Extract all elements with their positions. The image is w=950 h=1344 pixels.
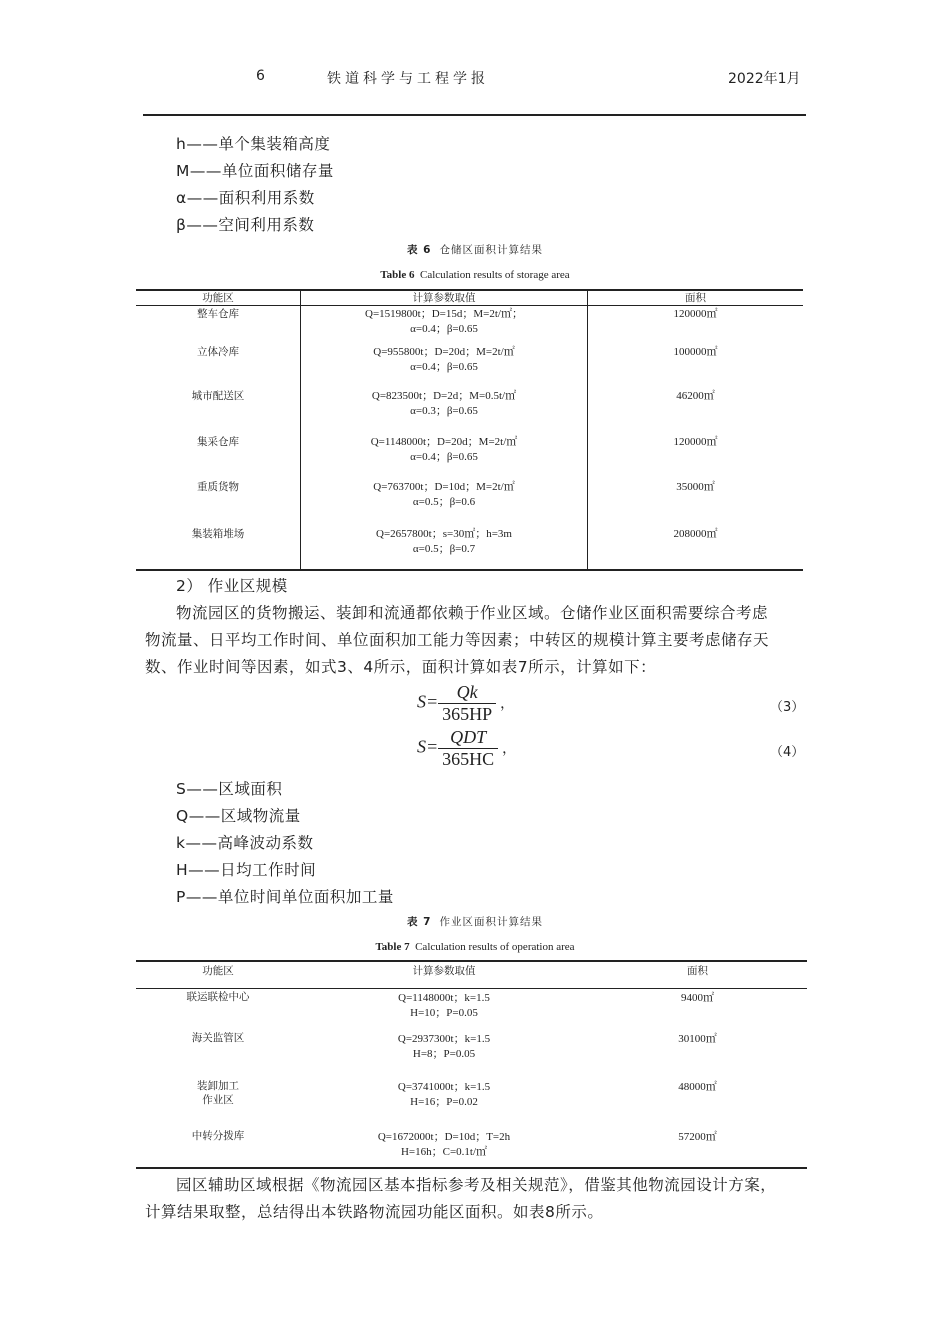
table6-label-cn: 表 6 [407, 244, 432, 256]
table-row: 城市配送区 [191, 390, 245, 402]
issue-date: 2022年1月 [728, 71, 801, 87]
table7-label-cn: 表 7 [407, 916, 432, 928]
formula4-numerator: QDT [438, 727, 498, 749]
table7-params-line1: Q=2937300t；k=1.5 [397, 1033, 491, 1045]
table7-caption-en [0, 941, 950, 953]
table7-title-en: Calculation results of operation area [415, 941, 575, 953]
formula3-numerator: Qk [438, 682, 496, 704]
paragraph-line: 物流园区的货物搬运、装卸和流通都依赖于作业区域。仓储作业区面积需要综合考虑 [176, 604, 769, 622]
definition-p: P——单位时间单位面积加工量 [176, 888, 394, 906]
table7-area-value: 30100㎡ [678, 1033, 717, 1045]
paragraph-line: 数、作业时间等因素，如式3、4所示，面积计算如表7所示，计算如下： [145, 658, 657, 676]
table6-area-value: 120000㎡ [673, 436, 718, 448]
table6-caption-cn [0, 242, 950, 257]
equation-number-3: （3） [770, 700, 805, 715]
table6-params-line2: α=0.4；β=0.65 [410, 361, 478, 373]
formula4-lhs: S= [417, 736, 439, 757]
table6-caption-en [0, 269, 950, 281]
paragraph-line: 园区辅助区域根据《物流园区基本指标参考及相关规范》，借鉴其他物流园设计方案， [176, 1176, 777, 1194]
table7-params-line2: H=16h；C=0.1t/㎡ [400, 1146, 488, 1158]
table6-area-value: 35000㎡ [676, 481, 715, 493]
table7-header-area: 功能区 [202, 965, 234, 977]
table7-header-value: 面积 [687, 965, 708, 977]
table6-label-en: Table 6 [380, 269, 415, 281]
formula-3 [417, 682, 514, 725]
section-heading: 2） 作业区规模 [176, 577, 288, 595]
page-number: 6 [256, 68, 269, 84]
table6-area-value: 100000㎡ [673, 346, 718, 358]
table-row: 整车仓库 [197, 308, 239, 320]
table-row: 海关监管区 [191, 1032, 245, 1044]
formula4-denominator: 365HC [442, 749, 495, 769]
definition-alpha: α——面积利用系数 [176, 189, 315, 207]
formula4-fraction [438, 727, 498, 770]
formula4-tail: ， [502, 741, 517, 757]
definition-h-hours: H——日均工作时间 [176, 861, 317, 879]
equation-number-4: （4） [770, 745, 805, 760]
table-row: 重质货物 [197, 481, 239, 493]
formula-4 [417, 727, 516, 770]
table7-params-line1: Q=3741000t；k=1.5 [397, 1081, 491, 1093]
formula3-tail: ， [500, 696, 515, 712]
journal-name: 铁道科学与工程学报 [327, 71, 489, 87]
table6-params-line1: Q=955800t；D=20d；M=2t/㎡ [373, 346, 515, 358]
table6-params-line1: Q=823500t；D=2d；M=0.5t/㎡ [371, 390, 517, 402]
definition-k: k——高峰波动系数 [176, 834, 314, 852]
table6-params-line2: α=0.4；β=0.65 [410, 451, 478, 463]
header-rule [143, 114, 806, 116]
table7-header-params: 计算参数取值 [412, 965, 476, 977]
table7-bottom-rule [136, 1167, 807, 1169]
table7-title-cn: 作业区面积计算结果 [439, 916, 543, 928]
table7-area-line2: 作业区 [202, 1094, 234, 1106]
table6-header-value: 面积 [685, 292, 706, 304]
definition-h: h——单个集装箱高度 [176, 135, 331, 153]
table7-params-line1: Q=1672000t；D=10d；T=2h [377, 1131, 511, 1143]
table6-area-value: 120000㎡ [673, 308, 718, 320]
table7-params-line2: H=16；P=0.02 [410, 1096, 478, 1108]
table7-area-value: 9400㎡ [681, 992, 714, 1004]
definition-m: M——单位面积储存量 [176, 162, 334, 180]
table6-area-value: 208000㎡ [673, 528, 718, 540]
table7 [136, 960, 807, 1170]
table6-params-line1: Q=763700t；D=10d；M=2t/㎡ [373, 481, 515, 493]
table-row: 立体冷库 [197, 346, 239, 358]
table6-params-line2: α=0.5；β=0.6 [412, 496, 476, 508]
table6-params-line1: Q=2657800t；s=30㎡；h=3m [376, 528, 512, 540]
table6-title-en: Calculation results of storage area [419, 269, 570, 281]
table-row: 联运联检中心 [186, 991, 250, 1003]
table6-params-line2: α=0.3；β=0.65 [410, 405, 478, 417]
table6 [136, 289, 803, 571]
table-row: 中转分拨库 [191, 1130, 245, 1142]
table6-area-value: 46200㎡ [676, 390, 715, 402]
table7-area-value: 57200㎡ [678, 1131, 717, 1143]
paragraph-line: 物流量、日平均工作时间、单位面积加工能力等因素；中转区的规模计算主要考虑储存天 [145, 631, 770, 649]
definition-q: Q——区域物流量 [176, 807, 301, 825]
paragraph-line: 计算结果取整，总结得出本铁路物流园功能区面积。如表8所示。 [145, 1203, 604, 1221]
table6-header-params: 计算参数取值 [412, 292, 476, 304]
table6-params-line2: α=0.5；β=0.7 [412, 543, 476, 555]
formula3-fraction [438, 682, 496, 725]
table-row: 集装箱堆场 [191, 528, 245, 540]
table7-header-rule [136, 988, 807, 989]
definition-beta: β——空间利用系数 [176, 216, 315, 234]
table6-header-area: 功能区 [202, 292, 234, 304]
table7-top-rule [136, 960, 807, 962]
table6-params-line2: α=0.4；β=0.65 [410, 323, 478, 335]
table7-caption-cn [0, 914, 950, 929]
table7-label-en: Table 7 [375, 941, 410, 953]
table7-params-line1: Q=1148000t；k=1.5 [398, 992, 490, 1004]
table7-params-line2: H=8；P=0.05 [412, 1048, 476, 1060]
table6-params-line1: Q=1148000t；D=20d；M=2t/㎡ [370, 436, 518, 448]
formula3-denominator: 365HP [442, 704, 493, 724]
definition-s: S——区域面积 [176, 780, 283, 798]
table-row: 集采仓库 [197, 436, 239, 448]
table6-params-line1: Q=1519800t；D=15d；M=2t/㎡； [365, 308, 523, 320]
table6-bottom-rule [136, 569, 803, 571]
table-row: 装卸加工 [197, 1080, 239, 1092]
table6-title-cn: 仓储区面积计算结果 [439, 244, 543, 256]
formula3-lhs: S= [417, 691, 439, 712]
table7-area-value: 48000㎡ [678, 1081, 717, 1093]
table7-params-line2: H=10；P=0.05 [410, 1007, 478, 1019]
